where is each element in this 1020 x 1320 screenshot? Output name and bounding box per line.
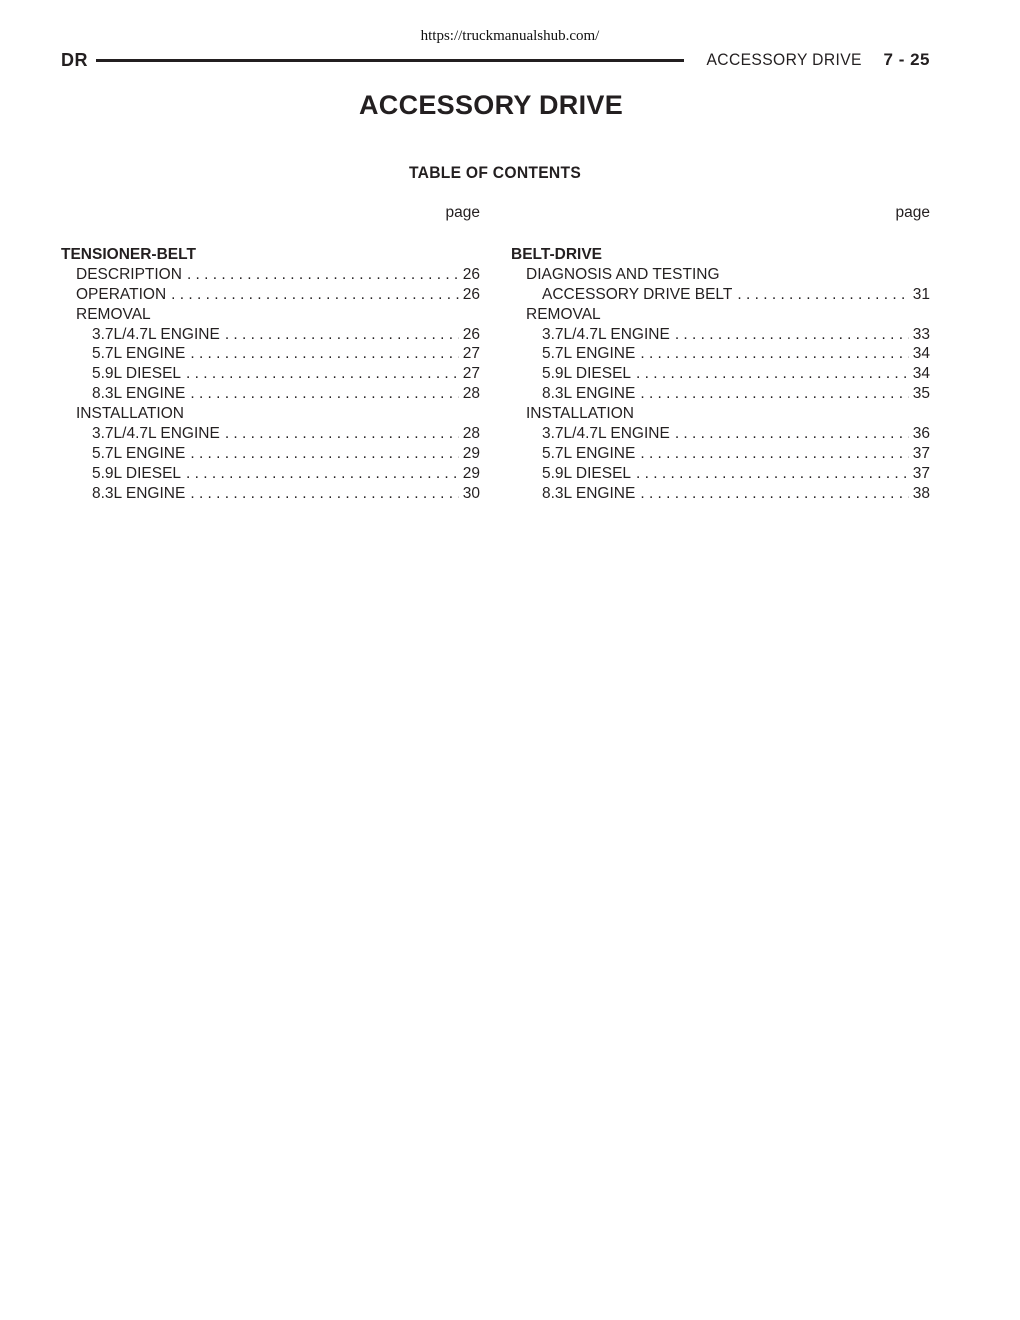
- toc-entry-text: TENSIONER-BELT: [61, 246, 196, 263]
- toc-entry[interactable]: [511, 464, 930, 484]
- toc-entry-page: 37: [912, 444, 930, 462]
- toc-entry-page: 27: [462, 365, 480, 383]
- toc-entry-text: 5.7L ENGINE: [92, 444, 186, 462]
- toc-entry-text: 5.9L DIESEL: [542, 365, 632, 383]
- toc-entry[interactable]: [61, 285, 480, 305]
- toc-column-right: [511, 203, 930, 504]
- toc-entry[interactable]: [61, 325, 480, 345]
- toc-section-heading[interactable]: [511, 245, 930, 265]
- toc-entry-page: 31: [912, 285, 930, 303]
- page-column-label: page: [445, 204, 480, 221]
- toc-heading: TABLE OF CONTENTS: [408, 163, 582, 182]
- toc-entry-page: 26: [462, 265, 480, 283]
- toc-entry-page: 26: [462, 285, 480, 303]
- toc-entry-text: 8.3L ENGINE: [542, 484, 636, 502]
- running-header: [61, 48, 930, 72]
- dot-leader: [737, 285, 908, 305]
- toc-entry[interactable]: [61, 484, 480, 504]
- dot-leader: [675, 325, 909, 345]
- toc-entry[interactable]: [511, 424, 930, 444]
- toc-entry-text: 5.9L DIESEL: [92, 365, 182, 383]
- toc-entry[interactable]: [61, 344, 480, 364]
- toc-entry-text: 5.9L DIESEL: [92, 464, 182, 482]
- dot-leader: [640, 384, 908, 404]
- toc-section-heading[interactable]: [61, 245, 480, 265]
- toc-entry-text: REMOVAL: [526, 305, 601, 323]
- dot-leader: [190, 384, 458, 404]
- toc-entry-text: 5.7L ENGINE: [92, 345, 186, 363]
- toc-subheading[interactable]: [511, 305, 930, 325]
- toc-entry-text: 3.7L/4.7L ENGINE: [92, 425, 220, 443]
- toc-entry-page: 26: [462, 325, 480, 343]
- dot-leader: [190, 484, 458, 504]
- toc-subheading[interactable]: [511, 265, 930, 285]
- toc-entry-page: 29: [462, 444, 480, 462]
- toc-entry-text: INSTALLATION: [526, 405, 634, 423]
- header-rule: [96, 59, 684, 62]
- dot-leader: [640, 484, 908, 504]
- toc-entry-text: INSTALLATION: [76, 405, 184, 423]
- toc-entry[interactable]: [61, 464, 480, 484]
- dot-leader: [190, 344, 458, 364]
- dot-leader: [186, 464, 459, 484]
- toc-entry-text: 8.3L ENGINE: [542, 385, 636, 403]
- toc-entry-text: ACCESSORY DRIVE BELT: [542, 285, 733, 303]
- dot-leader: [225, 325, 459, 345]
- toc-entry-page: 37: [912, 464, 930, 482]
- dot-leader: [640, 444, 908, 464]
- dot-leader: [636, 464, 909, 484]
- toc-entry-text: OPERATION: [76, 285, 167, 303]
- page-column-label: page: [895, 204, 930, 221]
- page-title: ACCESSORY DRIVE: [358, 90, 624, 120]
- dot-leader: [640, 344, 908, 364]
- toc-subheading[interactable]: [511, 404, 930, 424]
- dot-leader: [675, 424, 909, 444]
- toc-entry[interactable]: [511, 325, 930, 345]
- toc-entry-text: 5.9L DIESEL: [542, 464, 632, 482]
- dot-leader: [171, 285, 459, 305]
- toc-entry[interactable]: [61, 364, 480, 384]
- toc-entry-page: 35: [912, 385, 930, 403]
- toc-entry-text: 3.7L/4.7L ENGINE: [92, 325, 220, 343]
- toc-entry-text: REMOVAL: [76, 305, 151, 323]
- toc-entry-text: BELT-DRIVE: [511, 246, 602, 263]
- toc-entry[interactable]: [511, 285, 930, 305]
- toc-entry-text: 5.7L ENGINE: [542, 444, 636, 462]
- toc-entry-page: 28: [462, 425, 480, 443]
- page-number: 7 - 25: [883, 50, 930, 69]
- toc-subheading[interactable]: [61, 404, 480, 424]
- dot-leader: [225, 424, 459, 444]
- dot-leader: [187, 265, 459, 285]
- toc-entry[interactable]: [61, 424, 480, 444]
- toc-entry[interactable]: [61, 444, 480, 464]
- dot-leader: [636, 364, 909, 384]
- toc-entry[interactable]: [511, 384, 930, 404]
- toc-entry-page: 34: [912, 345, 930, 363]
- toc-subheading[interactable]: [61, 305, 480, 325]
- dot-leader: [186, 364, 459, 384]
- dot-leader: [190, 444, 458, 464]
- toc-entry-page: 33: [912, 325, 930, 343]
- toc-entry-text: 8.3L ENGINE: [92, 385, 186, 403]
- toc-entry-text: DIAGNOSIS AND TESTING: [526, 265, 720, 283]
- toc-entry-text: DESCRIPTION: [76, 265, 182, 283]
- toc-entry-page: 27: [462, 345, 480, 363]
- toc-entry-page: 38: [912, 484, 930, 502]
- toc-entry-page: 28: [462, 385, 480, 403]
- toc-entry[interactable]: [61, 265, 480, 285]
- toc-entry-text: 5.7L ENGINE: [542, 345, 636, 363]
- toc-entry-page: 36: [912, 425, 930, 443]
- toc-entry-page: 34: [912, 365, 930, 383]
- toc-entry-page: 30: [462, 484, 480, 502]
- toc-entry-text: 3.7L/4.7L ENGINE: [542, 325, 670, 343]
- toc-entry[interactable]: [61, 384, 480, 404]
- section-name: ACCESSORY DRIVE: [706, 50, 862, 69]
- toc-entry-page: 29: [462, 464, 480, 482]
- toc-entry[interactable]: [511, 484, 930, 504]
- toc-column-left: [61, 203, 480, 504]
- toc-entry[interactable]: [511, 444, 930, 464]
- toc-entry[interactable]: [511, 364, 930, 384]
- toc-entry[interactable]: [511, 344, 930, 364]
- source-url: https://truckmanualshub.com/: [420, 28, 600, 44]
- manual-code: DR: [61, 49, 88, 70]
- toc-entry-text: 8.3L ENGINE: [92, 484, 186, 502]
- toc-entry-text: 3.7L/4.7L ENGINE: [542, 425, 670, 443]
